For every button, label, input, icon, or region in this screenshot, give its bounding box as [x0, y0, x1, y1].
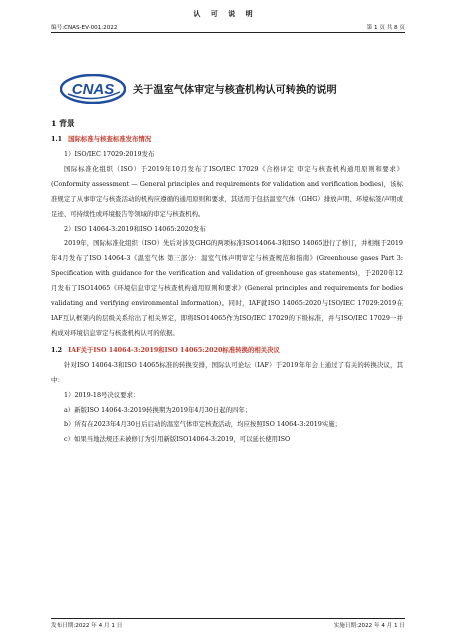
cnas-logo: [60, 74, 126, 104]
document-number: 编号:CNAS-EV-001:2022: [51, 25, 118, 31]
document-body: [51, 116, 403, 447]
list-item-a: a）新版ISO 14064-3:2019转换期为2019年4月30日起的四年；: [64, 405, 252, 414]
list-item-resolution: 1）2019-18号决议要求：: [64, 390, 140, 399]
subsection-title: IAF关于ISO 14064-3:2019和ISO 14065:2020标准转换的相关决议: [68, 345, 280, 354]
list-item-1: 1）ISO/IEC 17029:2019发布: [64, 150, 155, 158]
list-item-c: c）如果当地法规还未被修订为引用新版ISO14064-3:2019，可以延长使用ISO: [64, 435, 291, 444]
list-item-b: b）所有在2023年4月30日后启动的温室气体审定核查活动，均应按照ISO 14064-3:2019实施；: [64, 420, 342, 429]
document-title: 关于温室气体审定与核查机构认可转换的说明: [133, 85, 337, 96]
paragraph-iaf-resolution: 针对ISO 14064-3和ISO 14065标准的转换安排，国际认可论坛（IAF）于2019年年会上通过了有关的转换决议，其中：: [51, 360, 403, 384]
paragraph-iso14064-14065: 2019年，国际标准化组织（ISO）先后对涉及GHG的两项标准ISO14064-3和ISO 14065进行了修订，并相继于2019年4月发布了ISO 14064-3《温室气体 第三部分：温室气体声明审定与核查规范和指南》(Greenhouse gases Part 3: Specification with guidance for the verification and validation of greenhouse gas statements)，于2020年12月发布了ISO14065《环境信息审定与核查机构通用原则和要求》(General principles and requirements for bodies validating and verifying environmental information)。同时，IAF就ISO 14065:2020与ISO/IEC 17029:2019在IAF互认框架内的层级关系给出了相关界定，即将ISO14065作为ISO/IEC 17029的下级标准，并与ISO/IEC 17029一并构成对环境信息审定与核查机构认可的依据。: [51, 239, 403, 337]
section-heading-background: 1 背景: [51, 119, 75, 128]
logo-text: CNAS: [71, 81, 115, 98]
issue-date: 发布日期:2022 年 4 月 1 日: [51, 623, 123, 629]
subsection-number: 1.1: [51, 135, 63, 143]
header-rule: [51, 32, 405, 33]
subsection-title: 国际标准与核查标准发布情况: [68, 135, 152, 143]
subsection-number: 1.2: [51, 345, 63, 354]
document-type: 认 可 说 明: [193, 10, 257, 18]
footer-rule: [51, 618, 405, 619]
page-indicator: 第 1 页 共 8 页: [366, 25, 405, 31]
subsection-heading-1-2: [51, 343, 403, 358]
effective-date: 实施日期:2022 年 4 月 1 日: [333, 623, 405, 629]
subsection-heading-1-1: [51, 132, 403, 147]
paragraph-iso17029: 国际标准化组织（ISO）于2019年10月发布了ISO/IEC 17029《合格评定 审定与核查机构通用原则和要求》(Conformity assessment — General principles and requirements for validation and verification bodies)，该标准规定了从事审定与核查活动的机构应遵循的通用原则和要求，其适用于包括温室气体（GHG）排放声明、环境标签/声明或足迹、可持续性或环境报告等领域的审定与核查机构。: [51, 164, 403, 218]
list-item-2: 2）ISO 14064-3:2019和ISO 14065:2020发布: [64, 224, 206, 233]
